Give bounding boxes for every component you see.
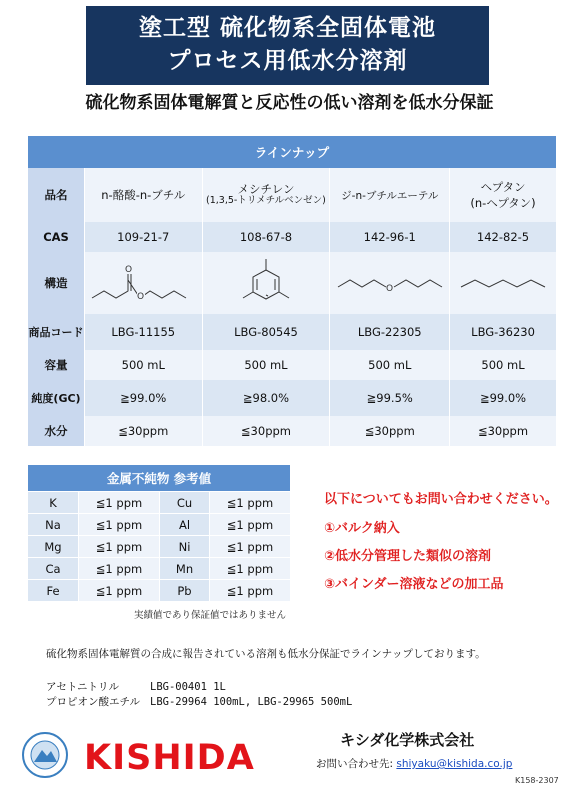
product-code: LBG-11155 bbox=[84, 314, 202, 350]
contact-info bbox=[316, 756, 512, 771]
cas-number: 109-21-7 bbox=[84, 222, 202, 252]
purity-value: ≧98.0% bbox=[202, 380, 330, 416]
volume-value: 500 mL bbox=[329, 350, 449, 380]
svg-text:O: O bbox=[137, 292, 145, 302]
element-symbol: Na bbox=[28, 513, 78, 535]
company-name: キシダ化学株式会社 bbox=[340, 731, 475, 749]
impurity-value: ≦1 ppm bbox=[209, 557, 290, 579]
element-symbol: Mg bbox=[28, 535, 78, 557]
element-symbol: Cu bbox=[159, 491, 209, 513]
lineup-table bbox=[28, 136, 556, 446]
impurity-value: ≦1 ppm bbox=[78, 491, 159, 513]
heptane-structure-icon bbox=[449, 252, 556, 314]
inquiry-box bbox=[324, 488, 558, 601]
row-label-code: 商品コード bbox=[28, 314, 84, 350]
inquiry-item: ①バルク納入 bbox=[324, 521, 400, 536]
company-logo: KISHIDA bbox=[84, 738, 255, 778]
company-seal-icon bbox=[22, 732, 68, 778]
volume-value: 500 mL bbox=[84, 350, 202, 380]
subtitle: 硫化物系固体電解質と反応性の低い溶剤を低水分保証 bbox=[85, 93, 494, 113]
product-code: LBG-22305 bbox=[329, 314, 449, 350]
water-value: ≦30ppm bbox=[84, 416, 202, 446]
table-row bbox=[28, 491, 290, 513]
element-symbol: Fe bbox=[28, 579, 78, 601]
water-value: ≦30ppm bbox=[329, 416, 449, 446]
row-label-cas: CAS bbox=[28, 222, 84, 252]
volume-value: 500 mL bbox=[202, 350, 330, 380]
impurity-value: ≦1 ppm bbox=[209, 535, 290, 557]
row-label-structure: 構造 bbox=[28, 252, 84, 314]
impurity-value: ≦1 ppm bbox=[209, 491, 290, 513]
list-item: プロピオン酸エチル LBG-29964 100mL, LBG-29965 500mL bbox=[46, 696, 353, 708]
element-symbol: K bbox=[28, 491, 78, 513]
purity-value: ≧99.0% bbox=[449, 380, 556, 416]
title-line-1: 塗工型 硫化物系全固体電池 bbox=[138, 15, 436, 41]
title-line-2: プロセス用低水分溶剤 bbox=[167, 48, 408, 74]
element-symbol: Ca bbox=[28, 557, 78, 579]
element-symbol: Ni bbox=[159, 535, 209, 557]
cas-number: 142-82-5 bbox=[449, 222, 556, 252]
cas-number: 108-67-8 bbox=[202, 222, 330, 252]
row-label-water: 水分 bbox=[28, 416, 84, 446]
water-value: ≦30ppm bbox=[449, 416, 556, 446]
row-label-volume: 容量 bbox=[28, 350, 84, 380]
impurity-value: ≦1 ppm bbox=[209, 579, 290, 601]
impurity-header: 金属不純物 参考値 bbox=[28, 464, 290, 491]
impurity-value: ≦1 ppm bbox=[209, 513, 290, 535]
product-name: ジ-n-ブチルエーテル bbox=[329, 168, 449, 222]
impurity-value: ≦1 ppm bbox=[78, 579, 159, 601]
element-symbol: Al bbox=[159, 513, 209, 535]
element-symbol: Pb bbox=[159, 579, 209, 601]
product-code: LBG-80545 bbox=[202, 314, 330, 350]
row-label-name: 品名 bbox=[28, 168, 84, 222]
impurity-value: ≦1 ppm bbox=[78, 557, 159, 579]
document-code: K158-2307 bbox=[515, 776, 559, 785]
element-symbol: Mn bbox=[159, 557, 209, 579]
impurity-table bbox=[28, 464, 290, 601]
table-row bbox=[28, 513, 290, 535]
lineup-header: ラインナップ bbox=[28, 136, 556, 168]
inquiry-heading: 以下についてもお問い合わせください。 bbox=[324, 492, 558, 507]
butyl-butyrate-structure-icon bbox=[84, 252, 202, 314]
extra-product-list bbox=[46, 680, 352, 710]
svg-text:O: O bbox=[385, 284, 393, 294]
water-value: ≦30ppm bbox=[202, 416, 330, 446]
mesitylene-structure-icon bbox=[202, 252, 330, 314]
list-item: アセトニトリル LBG-00401 1L bbox=[46, 681, 226, 693]
table-row bbox=[28, 535, 290, 557]
purity-value: ≧99.0% bbox=[84, 380, 202, 416]
purity-value: ≧99.5% bbox=[329, 380, 449, 416]
product-name: ヘプタン (n-ヘプタン) bbox=[449, 168, 556, 222]
title-banner bbox=[86, 6, 489, 85]
dibutyl-ether-structure-icon bbox=[329, 252, 449, 314]
product-name: メシチレン (1,3,5-トリメチルベンゼン) bbox=[202, 168, 330, 222]
cas-number: 142-96-1 bbox=[329, 222, 449, 252]
svg-text:O: O bbox=[125, 265, 133, 275]
row-label-purity: 純度(GC) bbox=[28, 380, 84, 416]
inquiry-item: ②低水分管理した類似の溶剤 bbox=[324, 549, 492, 564]
impurity-value: ≦1 ppm bbox=[78, 513, 159, 535]
table-row bbox=[28, 557, 290, 579]
volume-value: 500 mL bbox=[449, 350, 556, 380]
product-name: n-酪酸-n-ブチル bbox=[84, 168, 202, 222]
contact-label: お問い合わせ先: bbox=[316, 758, 394, 770]
body-text: 硫化物系固体電解質の合成に報告されている溶剤も低水分保証でラインナップしております。 bbox=[46, 648, 486, 660]
impurity-note: 実績値であり保証値ではありません bbox=[134, 610, 287, 621]
table-row bbox=[28, 579, 290, 601]
contact-email-link[interactable]: shiyaku@kishida.co.jp bbox=[396, 758, 513, 770]
inquiry-item: ③バインダー溶液などの加工品 bbox=[324, 577, 504, 592]
impurity-value: ≦1 ppm bbox=[78, 535, 159, 557]
product-code: LBG-36230 bbox=[449, 314, 556, 350]
